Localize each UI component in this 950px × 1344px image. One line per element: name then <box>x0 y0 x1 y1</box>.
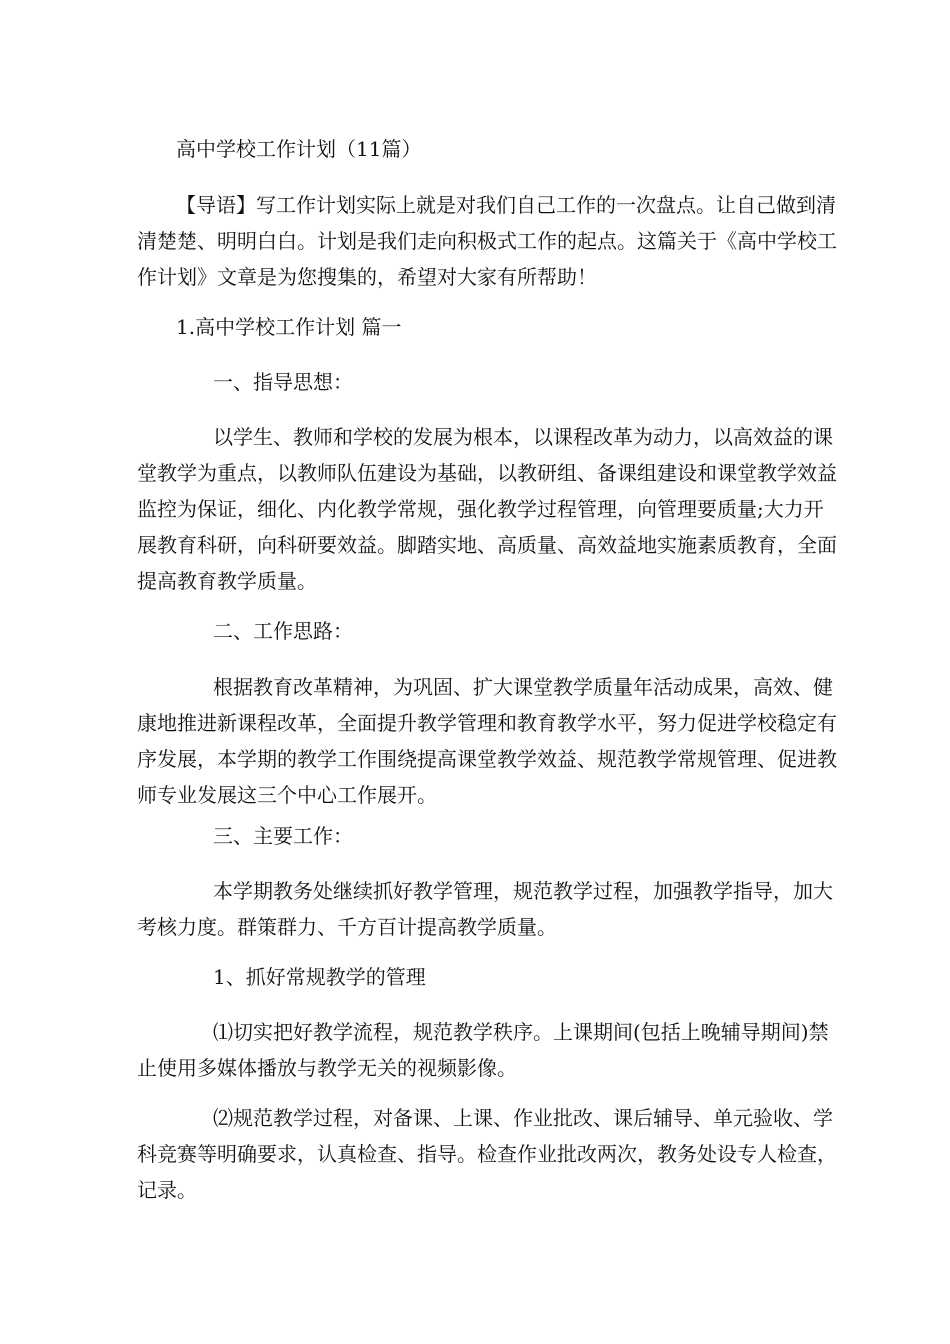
document-title: 高中学校工作计划（11篇） <box>176 137 422 161</box>
paragraph-line: 以学生、教师和学校的发展为根本，以课程改革为动力，以高效益的课 <box>213 425 833 449</box>
part2-heading: 二、工作思路： <box>213 619 353 643</box>
paragraph-line: ⑵规范教学过程，对备课、上课、作业批改、课后辅导、单元验收、学 <box>213 1106 833 1130</box>
paragraph-line: 考核力度。群策群力、千方百计提高教学质量。 <box>137 915 557 939</box>
paragraph-line: 记录。 <box>137 1178 197 1202</box>
paragraph-line: 序发展，本学期的教学工作围绕提高课堂教学效益、规范教学常规管理、促进教 <box>137 747 837 771</box>
paragraph-line: 提高教育教学质量。 <box>137 569 317 593</box>
paragraph-line: 监控为保证，细化、内化教学常规，强化教学过程管理，向管理要质量;大力开 <box>137 497 824 521</box>
section-heading: 1.高中学校工作计划 篇一 <box>176 315 402 339</box>
paragraph-line: 师专业发展这三个中心工作展开。 <box>137 783 437 807</box>
part3-heading: 三、主要工作： <box>213 824 353 848</box>
paragraph-line: 科竞赛等明确要求，认真检查、指导。检查作业批改两次，教务处设专人检查， <box>137 1142 837 1166</box>
intro-line: 清楚楚、明明白白。计划是我们走向积极式工作的起点。这篇关于《高中学校工 <box>137 229 837 253</box>
paragraph-line: 本学期教务处继续抓好教学管理，规范教学过程，加强教学指导，加大 <box>213 879 833 903</box>
intro-line: 作计划》文章是为您搜集的，希望对大家有所帮助！ <box>137 265 597 289</box>
paragraph-line: 止使用多媒体播放与教学无关的视频影像。 <box>137 1056 517 1080</box>
intro-line: 【导语】写工作计划实际上就是对我们自己工作的一次盘点。让自己做到清 <box>176 193 836 217</box>
paragraph-line: 根据教育改革精神，为巩固、扩大课堂教学质量年活动成果，高效、健 <box>213 675 833 699</box>
paragraph-line: ⑴切实把好教学流程，规范教学秩序。上课期间(包括上晚辅导期间)禁 <box>213 1020 829 1044</box>
paragraph-line: 康地推进新课程改革，全面提升教学管理和教育教学水平，努力促进学校稳定有 <box>137 711 837 735</box>
item1-heading: 1、抓好常规教学的管理 <box>213 965 426 989</box>
paragraph-line: 堂教学为重点，以教师队伍建设为基础，以教研组、备课组建设和课堂教学效益 <box>137 461 837 485</box>
paragraph-line: 展教育科研，向科研要效益。脚踏实地、高质量、高效益地实施素质教育，全面 <box>137 533 837 557</box>
part1-heading: 一、指导思想： <box>213 370 353 394</box>
